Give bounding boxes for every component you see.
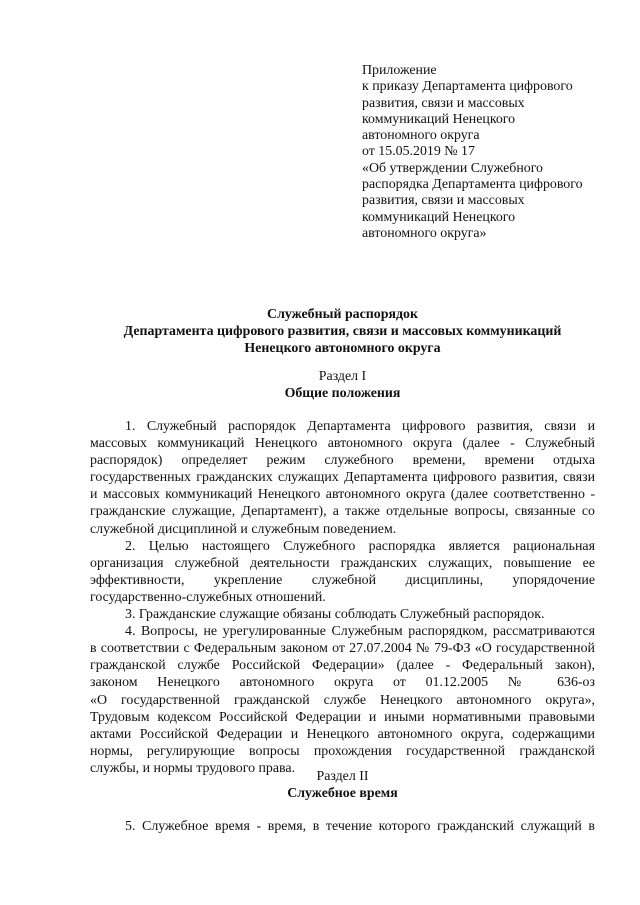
paragraph-line: служебной дисциплиной и служебным поведением. — [90, 521, 397, 537]
paragraph-line: актами Российской Федерации и Ненецкого автономного округа, содержащими — [90, 726, 595, 742]
paragraph-line: Трудовым кодексом Российской Федерации и иными нормативными правовыми — [90, 709, 595, 725]
section-1-body — [90, 418, 595, 777]
section-1-heading — [90, 368, 595, 402]
paragraph-1 — [90, 418, 595, 538]
appendix-line: от 15.05.2019 № 17 — [362, 144, 475, 160]
paragraph-line: и массовых коммуникаций Ненецкого автономного округа (далее соответственно - — [90, 487, 595, 503]
paragraph-line: гражданские служащие, Департамент), а также отдельные вопросы, связанные со — [90, 504, 595, 520]
section-2-heading — [90, 768, 595, 802]
paragraph-4 — [90, 623, 595, 777]
title-line: Служебный распорядок — [267, 307, 418, 322]
paragraph-line: 1. Служебный распорядок Департамента цифрового развития, связи и — [125, 419, 595, 434]
paragraph-2 — [90, 538, 595, 606]
paragraph-line: организация служебной деятельности гражданских служащих, повышение ее — [90, 555, 595, 571]
appendix-line: развития, связи и массовых — [362, 193, 525, 209]
paragraph-line: 4. Вопросы, не урегулированные Служебным распорядком, рассматриваются — [125, 624, 595, 640]
paragraph-line: государственно-служебных отношений. — [90, 589, 326, 605]
appendix-line: «Об утверждении Служебного — [362, 160, 544, 176]
appendix-line: коммуникаций Ненецкого — [362, 209, 516, 225]
section-2-body — [90, 818, 595, 835]
paragraph-3 — [90, 606, 595, 623]
appendix-line: развития, связи и массовых — [362, 95, 525, 111]
appendix-block — [362, 63, 612, 242]
appendix-line: автономного округа» — [362, 225, 487, 241]
title-line: Департамента цифрового развития, связи и массовых коммуникаций — [123, 324, 562, 339]
paragraph-line: 5. Служебное время - время, в течение которого гражданский служащий в — [125, 819, 595, 834]
section-number: Раздел I — [318, 369, 367, 384]
title-line: Ненецкого автономного округа — [244, 341, 441, 356]
section-number: Раздел II — [316, 769, 369, 784]
paragraph-line: распорядок) определяет режим служебного времени, времени отдыха — [90, 453, 595, 469]
paragraph-line: службы, и нормы трудового права. — [90, 760, 296, 776]
document-title — [90, 306, 595, 357]
appendix-line: коммуникаций Ненецкого — [362, 111, 516, 127]
section-name: Общие положения — [284, 386, 401, 401]
paragraph-line: гражданской службе Российской Федерации» (далее - Федеральный закон), — [90, 658, 595, 674]
appendix-line: Приложение — [362, 63, 437, 78]
paragraph-line: в соответствии с Федеральным законом от 27.07.2004 № 79-ФЗ «О государственной — [90, 641, 595, 657]
paragraph-line: эффективности, укрепление служебной дисциплины, упорядочение — [90, 572, 595, 588]
paragraph-line: 2. Целью настоящего Служебного распорядка является рациональная — [125, 538, 595, 554]
paragraph-line: государственных гражданских служащих Департамента цифрового развития, связи — [90, 470, 595, 486]
paragraph-line: массовых коммуникаций Ненецкого автономного округа (далее - Служебный — [90, 436, 595, 452]
section-name: Служебное время — [287, 786, 398, 801]
appendix-line: автономного округа — [362, 128, 480, 144]
appendix-line: распорядка Департамента цифрового — [362, 177, 583, 193]
paragraph-line: 3. Гражданские служащие обязаны соблюдать Служебный распорядок. — [125, 607, 545, 623]
appendix-line: к приказу Департамента цифрового — [362, 79, 573, 95]
paragraph-line: законом Ненецкого автономного округа от 01.12.2005 № 636-оз — [90, 675, 595, 691]
paragraph-5 — [90, 818, 595, 835]
paragraph-line: нормы, регулирующие вопросы прохождения государственной гражданской — [90, 743, 595, 759]
paragraph-line: «О государственной гражданской службе Ненецкого автономного округа», — [90, 692, 595, 708]
